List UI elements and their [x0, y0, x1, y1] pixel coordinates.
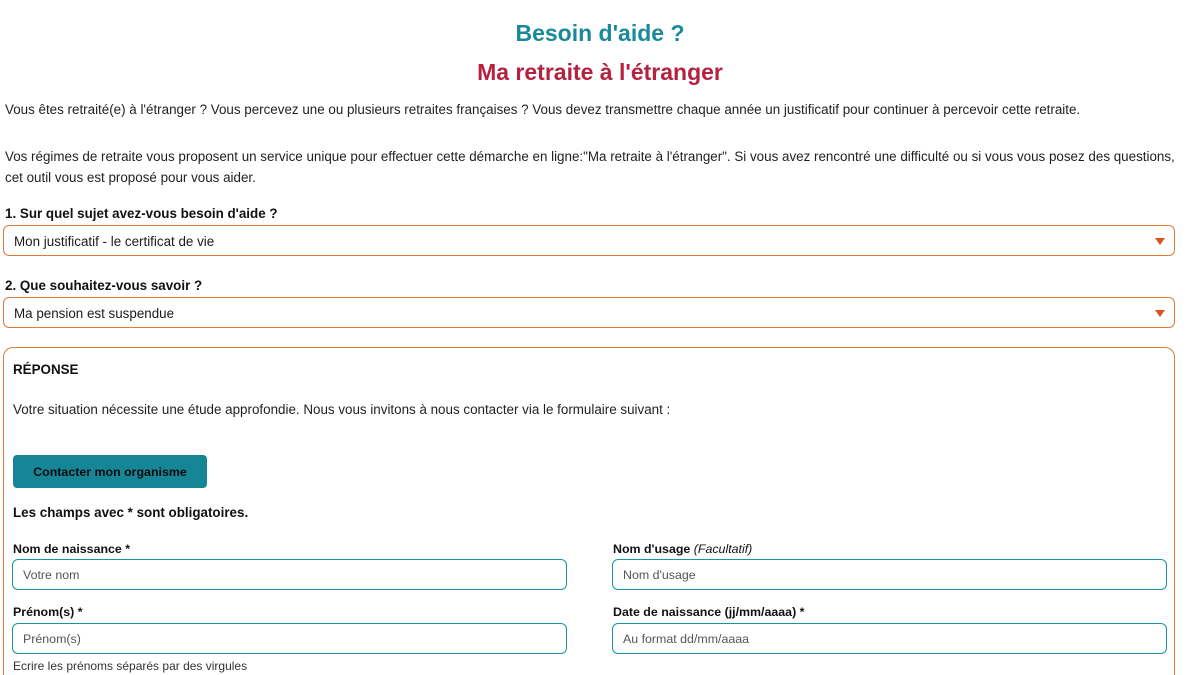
usage-name-input[interactable]	[612, 559, 1167, 590]
first-names-hint: Ecrire les prénoms séparés par des virgules	[13, 659, 248, 673]
caret-down-icon	[1155, 238, 1165, 245]
usage-name-label	[613, 542, 752, 556]
question2-label: 2. Que souhaitez-vous savoir ?	[5, 278, 203, 293]
intro-paragraph-2: Vos régimes de retraite vous proposent un service unique pour effectuer cette démarche en ligne:"Ma retraite à l'étranger". Si vous avez rencontré une difficulté ou si vous vous posez des questions, cet outil vous est proposé pour vous aider.	[5, 149, 1175, 185]
topic-select-value: Ma pension est suspendue	[14, 306, 175, 321]
intro-paragraph-1: Vous êtes retraité(e) à l'étranger ? Vous percevez une ou plusieurs retraites françaises ? Vous devez transmettre chaque année un justificatif pour continuer à percevoir cette retraite.	[5, 102, 1081, 117]
mandatory-fields-note: Les champs avec * sont obligatoires.	[13, 505, 249, 520]
answer-panel	[3, 347, 1175, 675]
contact-organisation-button[interactable]: Contacter mon organisme	[13, 455, 207, 488]
birth-name-label	[13, 542, 130, 556]
answer-text: Votre situation nécessite une étude approfondie. Nous vous invitons à nous contacter via le formulaire suivant :	[13, 402, 671, 417]
birth-date-label-text: Date de naissance (jj/mm/aaaa) *	[613, 605, 805, 619]
first-names-label	[13, 605, 83, 619]
birth-date-input[interactable]	[612, 623, 1167, 654]
caret-down-icon	[1155, 310, 1165, 317]
optional-note: (Facultatif)	[693, 542, 753, 556]
birth-date-label	[613, 605, 804, 619]
answer-heading: RÉPONSE	[13, 362, 79, 377]
birth-name-input[interactable]	[12, 559, 567, 590]
page-title: Besoin d'aide ?	[515, 20, 685, 46]
topic-select[interactable]	[3, 297, 1175, 328]
question1-label: 1. Sur quel sujet avez-vous besoin d'aide ?	[5, 206, 278, 221]
subject-select-value: Mon justificatif - le certificat de vie	[14, 234, 215, 249]
usage-name-label-text: Nom d'usage	[613, 542, 691, 556]
first-names-input[interactable]	[12, 623, 567, 654]
birth-name-label-text: Nom de naissance *	[13, 542, 131, 556]
first-names-label-text: Prénom(s) *	[13, 605, 83, 619]
page-subtitle: Ma retraite à l'étranger	[477, 59, 723, 85]
subject-select[interactable]	[3, 225, 1175, 256]
